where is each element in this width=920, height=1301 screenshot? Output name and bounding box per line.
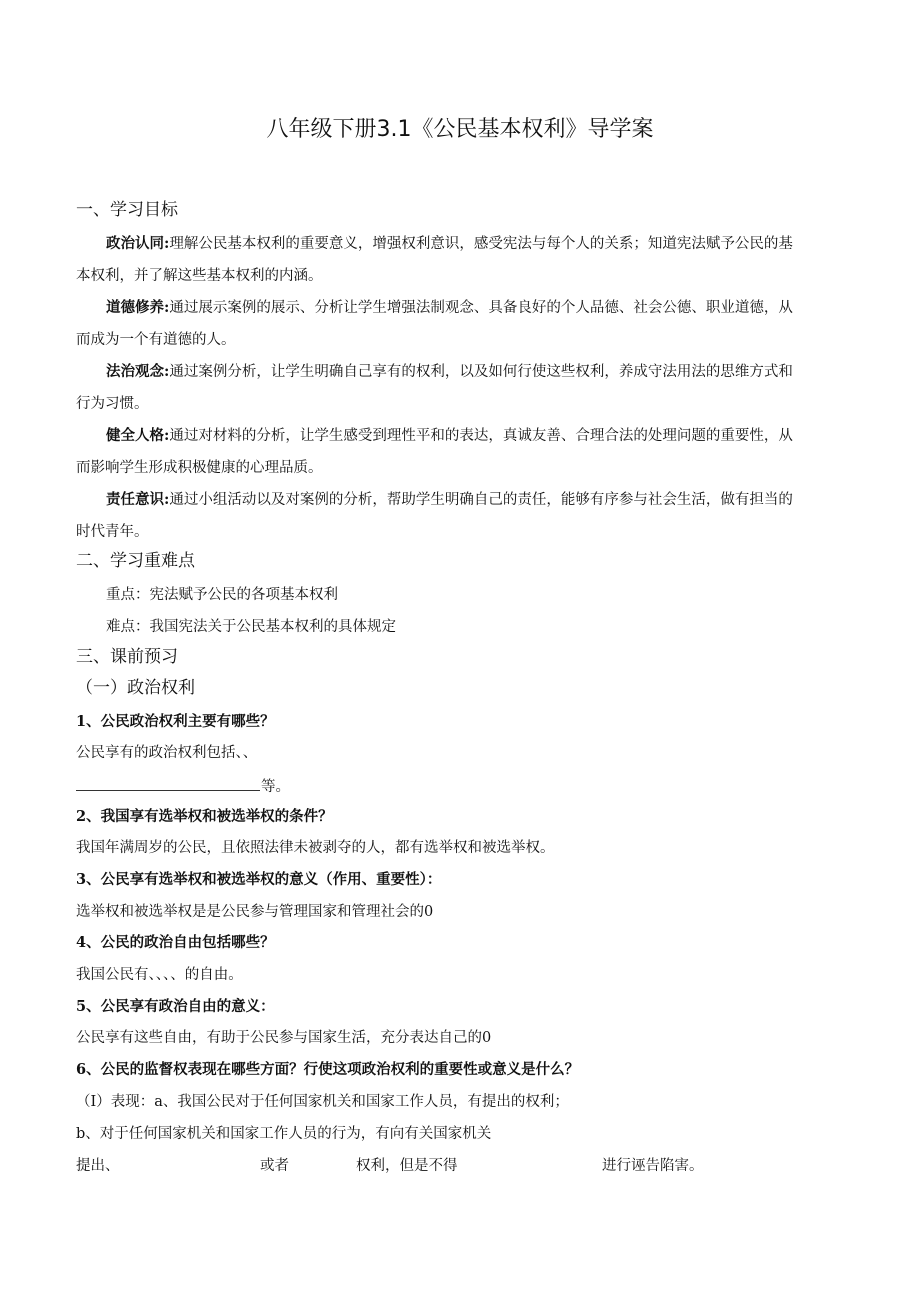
goal-text: 通过案例分析，让学生明确自己享有的权利，以及如何行使这些权利，养成守法用法的思维方式和 <box>169 364 793 380</box>
answer-6-part2: 或者 <box>260 1158 289 1174</box>
goal-3 <box>106 361 846 383</box>
question-1: 1、公民政治权利主要有哪些？ <box>76 713 275 730</box>
answer-6-part3: 权利，但是不得 <box>356 1158 458 1174</box>
answer-4: 我国公民有、、、、的自由。 <box>76 967 243 983</box>
goal-4-cont: 而影响学生形成积极健康的心理品质。 <box>76 460 323 476</box>
focus-point: 重点：宪法赋予公民的各项基本权利 <box>106 587 338 603</box>
question-5: 5、公民享有政治自由的意义： <box>76 998 275 1015</box>
question-6: 6、公民的监督权表现在哪些方面？行使这项政治权利的重要性或意义是什么？ <box>76 1061 580 1078</box>
question-4: 4、公民的政治自由包括哪些？ <box>76 934 275 951</box>
answer-2: 我国年满周岁的公民，且依照法律未被剥夺的人，都有选举权和被选举权。 <box>76 840 555 856</box>
goal-5-cont: 时代青年。 <box>76 524 149 540</box>
goal-label: 法治观念: <box>106 363 170 380</box>
answer-1-line2 <box>76 774 846 798</box>
goal-3-cont: 行为习惯。 <box>76 396 149 412</box>
goal-1-cont: 本权利，并了解这些基本权利的内涵。 <box>76 268 323 284</box>
goal-2 <box>106 297 846 319</box>
goal-label: 政治认同: <box>106 235 170 252</box>
answer-6-line2: b、对于任何国家机关和国家工作人员的行为，有向有关国家机关 <box>76 1126 492 1142</box>
goal-2-cont: 而成为一个有道德的人。 <box>76 332 236 348</box>
goal-label: 道德修养: <box>106 299 170 316</box>
section-heading-goals: 一、学习目标 <box>76 200 178 220</box>
answer-6-part4: 进行诬告陷害。 <box>602 1158 704 1174</box>
goal-text: 理解公民基本权利的重要意义，增强权利意识，感受宪法与每个人的关系；知道宪法赋予公民的基 <box>169 236 793 252</box>
answer-3: 选举权和被选举权是是公民参与管理国家和管理社会的0 <box>76 904 434 920</box>
answer-5: 公民享有这些自由，有助于公民参与国家生活，充分表达自己的0 <box>76 1030 492 1046</box>
goal-text: 通过展示案例的展示、分析让学生增强法制观念、具备良好的个人品德、社会公德、职业道德，从 <box>169 300 793 316</box>
subsection-heading-political-rights: （一）政治权利 <box>76 678 195 698</box>
goal-label: 健全人格: <box>106 427 170 444</box>
goal-5 <box>106 489 846 511</box>
answer-6-line1: （I）表现：a、我国公民对于任何国家机关和国家工作人员，有提出的权利； <box>76 1094 569 1110</box>
fill-in-blank <box>76 774 260 791</box>
answer-1-suffix: 等。 <box>261 779 290 795</box>
goal-1 <box>106 233 846 255</box>
answer-6-part1: 提出、 <box>76 1158 120 1174</box>
question-3: 3、公民享有选举权和被选举权的意义（作用、重要性）： <box>76 871 442 888</box>
answer-1-line1: 公民享有的政治权利包括、、 <box>76 745 258 761</box>
goal-label: 责任意识: <box>106 491 170 508</box>
section-heading-keypoints: 二、学习重难点 <box>76 551 195 571</box>
section-heading-preview: 三、课前预习 <box>76 647 178 667</box>
page-title: 八年级下册3.1《公民基本权利》导学案 <box>266 117 654 142</box>
question-2: 2、我国享有选举权和被选举权的条件？ <box>76 808 333 825</box>
goal-4 <box>106 425 846 447</box>
goal-text: 通过对材料的分析，让学生感受到理性平和的表达，真诚友善、合理合法的处理问题的重要性，从 <box>169 428 793 444</box>
goal-text: 通过小组活动以及对案例的分析，帮助学生明确自己的责任，能够有序参与社会生活，做有担当的 <box>169 492 793 508</box>
difficulty-point: 难点：我国宪法关于公民基本权利的具体规定 <box>106 619 396 635</box>
